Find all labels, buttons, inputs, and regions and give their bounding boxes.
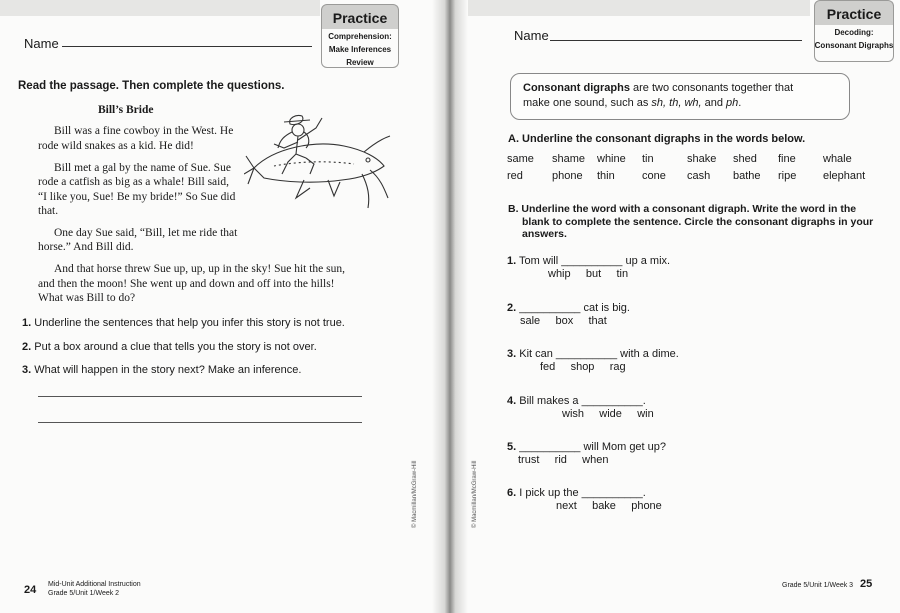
sentence-text: __________ cat is big.	[519, 302, 630, 314]
practice-title: Practice	[814, 0, 894, 25]
word[interactable]: shame	[552, 153, 586, 165]
question-text: What will happen in the story next? Make an inference.	[34, 364, 302, 376]
footer: Grade 5/Unit 1/Week 3	[782, 582, 854, 589]
question-number: 3.	[22, 364, 32, 376]
sentence-text: Bill makes a __________.	[519, 395, 646, 407]
passage-line: One day Sue said, “Bill, let me ride that	[54, 227, 238, 239]
page-number: 24	[24, 584, 37, 596]
name-label: Name	[24, 36, 59, 51]
definition-box	[510, 73, 850, 120]
section-b-instruction: answers.	[522, 228, 567, 240]
word[interactable]: phone	[552, 170, 583, 182]
definition-text: are two consonants together that	[629, 82, 794, 94]
item-choices[interactable]: trust rid when	[518, 454, 609, 466]
item-choices[interactable]: next bake phone	[556, 500, 662, 512]
practice-title: Practice	[321, 4, 399, 29]
item-number: 3.	[507, 348, 517, 360]
word[interactable]: shed	[733, 153, 757, 165]
word[interactable]: elephant	[823, 170, 866, 182]
top-band	[0, 0, 320, 16]
sentence-text: I pick up the __________.	[519, 487, 646, 499]
tab-border	[321, 24, 399, 68]
item-sentence[interactable]	[507, 487, 646, 499]
instruction: Read the passage. Then complete the questions.	[18, 80, 285, 92]
word[interactable]: tin	[642, 153, 654, 165]
footer-line-2: Grade 5/Unit 1/Week 2	[48, 590, 120, 597]
definition-and: and	[701, 97, 727, 109]
word[interactable]: cone	[642, 170, 666, 182]
tab-subtitle-1: Comprehension:	[328, 32, 392, 41]
answer-line[interactable]	[38, 396, 362, 397]
name-line	[62, 46, 312, 47]
sentence-text: __________ will Mom get up?	[519, 441, 667, 453]
right-page	[450, 0, 900, 613]
definition-text: make one sound, such as	[523, 97, 652, 109]
section-b-instruction: blank to complete the sentence. Circle the consonant digraphs in your	[522, 216, 874, 228]
copyright: © Macmillan/McGraw-Hill	[472, 460, 478, 528]
word[interactable]: whine	[597, 153, 626, 165]
passage-line: that.	[38, 205, 59, 217]
name-label: Name	[514, 28, 549, 43]
definition-example-ph: ph	[726, 97, 739, 109]
question-number: 2.	[22, 341, 32, 353]
item-number: 4.	[507, 395, 517, 407]
item-number: 2.	[507, 302, 517, 314]
question-2	[22, 341, 317, 353]
word[interactable]: same	[507, 153, 534, 165]
item-choices[interactable]: fed shop rag	[540, 361, 626, 373]
word[interactable]: fine	[778, 153, 796, 165]
item-sentence[interactable]	[507, 348, 679, 360]
word[interactable]: red	[507, 170, 523, 182]
answer-line[interactable]	[38, 422, 362, 423]
passage-line: And that horse threw Sue up, up, up in the sky! Sue hit the sun,	[54, 263, 345, 275]
passage-line: Bill met a gal by the name of Sue. Sue	[54, 162, 231, 174]
book-gutter	[432, 0, 468, 613]
word[interactable]: cash	[687, 170, 711, 182]
sentence-text: Kit can __________ with a dime.	[519, 348, 679, 360]
question-3	[22, 364, 301, 376]
passage-line: and then the moon! She went up and down and off into the hills!	[38, 278, 335, 290]
footer	[48, 580, 141, 598]
item-number: 5.	[507, 441, 517, 453]
question-text: Put a box around a clue that tells you the story is not over.	[34, 341, 317, 353]
passage-line: “I like you, Sue! Be my bride!” So Sue did	[38, 191, 236, 203]
section-a-instruction: A. Underline the consonant digraphs in the words below.	[508, 133, 806, 145]
definition-term: Consonant digraphs	[523, 82, 630, 94]
passage-line: rode a catfish as big as a whale! Bill said,	[38, 176, 229, 188]
passage-line: horse.” And Bill did.	[38, 241, 134, 253]
definition-period: .	[738, 97, 742, 109]
page-number: 25	[860, 578, 873, 590]
item-choices[interactable]: whip but tin	[548, 268, 629, 280]
tab-subtitle-1: Decoding:	[834, 28, 874, 37]
word[interactable]: ripe	[778, 170, 797, 182]
item-number: 1.	[507, 255, 517, 267]
passage-line: Bill was a fine cowboy in the West. He	[54, 125, 234, 137]
item-sentence[interactable]	[507, 255, 670, 267]
passage-line: What was Bill to do?	[38, 292, 136, 304]
definition-examples: sh, th, wh,	[651, 97, 702, 109]
sentence-text: Tom will __________ up a mix.	[519, 255, 671, 267]
footer-line-1: Mid-Unit Additional Instruction	[48, 581, 141, 588]
definition-line-2	[523, 97, 741, 109]
word[interactable]: bathe	[733, 170, 761, 182]
word[interactable]: shake	[687, 153, 717, 165]
item-sentence[interactable]	[507, 395, 646, 407]
name-line	[550, 40, 802, 41]
catfish-rider-illustration	[244, 108, 394, 218]
question-1	[22, 317, 345, 329]
tab-subtitle-2: Make Inferences	[328, 45, 392, 54]
question-text: Underline the sentences that help you infer this story is not true.	[34, 317, 345, 329]
item-choices[interactable]: wish wide win	[562, 408, 654, 420]
section-b-instruction: B. Underline the word with a consonant digraph. Write the word in the	[508, 203, 857, 215]
word[interactable]: thin	[597, 170, 615, 182]
tab-border	[814, 22, 894, 62]
item-choices[interactable]: sale box that	[520, 315, 607, 327]
word[interactable]: whale	[823, 153, 852, 165]
tab-subtitle-3: Review	[346, 58, 374, 67]
story-title: Bill’s Bride	[98, 104, 154, 116]
item-number: 6.	[507, 487, 517, 499]
copyright: © Macmillan/McGraw-Hill	[412, 460, 418, 528]
top-band	[450, 0, 810, 16]
question-number: 1.	[22, 317, 32, 329]
tab-subtitle-2: Consonant Digraphs	[814, 41, 894, 50]
item-sentence[interactable]	[507, 302, 630, 314]
item-sentence[interactable]	[507, 441, 666, 453]
passage-line: rode wild snakes as a kid. He did!	[38, 140, 194, 152]
definition-line-1	[523, 82, 793, 94]
